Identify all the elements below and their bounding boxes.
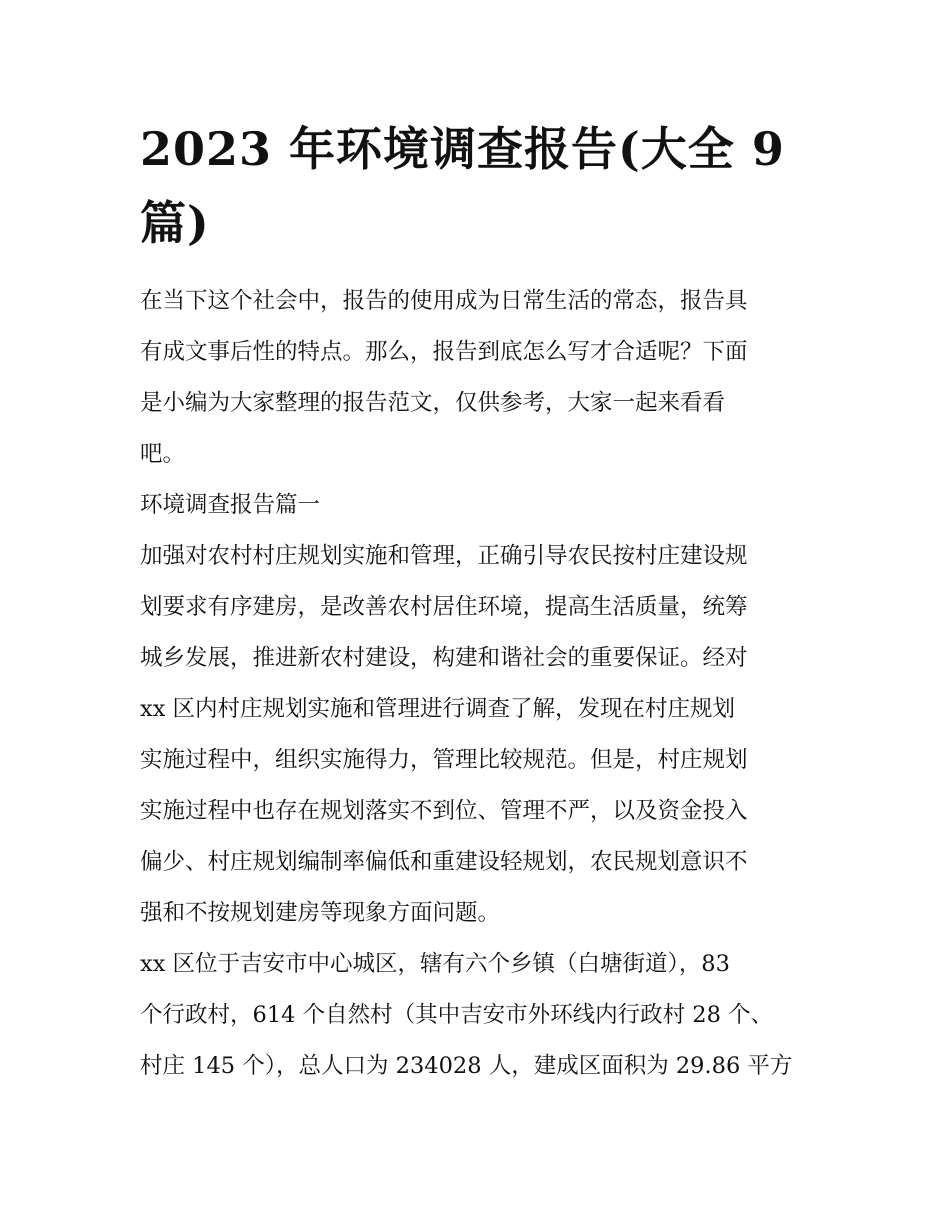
title-line: 2023 年环境调查报告(大全 9 <box>140 122 785 176</box>
text-line: 实施过程中也存在规划落实不到位、管理不严，以及资金投入 <box>140 798 748 824</box>
text-line: 加强对农村村庄规划实施和管理，正确引导农民按村庄建设规 <box>140 543 748 569</box>
text-line: 是小编为大家整理的报告范文，仅供参考，大家一起来看看 <box>140 390 726 416</box>
text-line: 在当下这个社会中，报告的使用成为日常生活的常态，报告具 <box>140 288 748 314</box>
text-line: 个行政村，614 个自然村（其中吉安市外环线内行政村 28 个、 <box>140 1002 774 1028</box>
intro-paragraph <box>140 276 830 480</box>
text-line: 实施过程中，组织实施得力，管理比较规范。但是，村庄规划 <box>140 747 748 773</box>
paragraph-2 <box>140 939 830 1092</box>
document-title <box>140 112 820 260</box>
title-line: 篇) <box>140 196 210 250</box>
text-line: 划要求有序建房，是改善农村居住环境，提高生活质量，统筹 <box>140 594 748 620</box>
document-body <box>140 276 830 1092</box>
text-line: 村庄 145 个），总人口为 234028 人，建成区面积为 29.86 平方 <box>140 1053 793 1079</box>
text-line: 强和不按规划建房等现象方面问题。 <box>140 900 501 926</box>
text-line: xx 区位于吉安市中心城区，辖有六个乡镇（白塘街道），83 <box>140 951 730 977</box>
paragraph-1 <box>140 531 830 939</box>
text-line: 偏少、村庄规划编制率偏低和重建设轻规划，农民规划意识不 <box>140 849 748 875</box>
section-heading: 环境调查报告篇一 <box>140 492 321 518</box>
text-line: 吧。 <box>140 441 186 467</box>
text-line: 有成文事后性的特点。那么，报告到底怎么写才合适呢？下面 <box>140 339 748 365</box>
text-line: xx 区内村庄规划实施和管理进行调查了解，发现在村庄规划 <box>140 696 736 722</box>
text-line: 城乡发展，推进新农村建设，构建和谐社会的重要保证。经对 <box>140 645 748 671</box>
